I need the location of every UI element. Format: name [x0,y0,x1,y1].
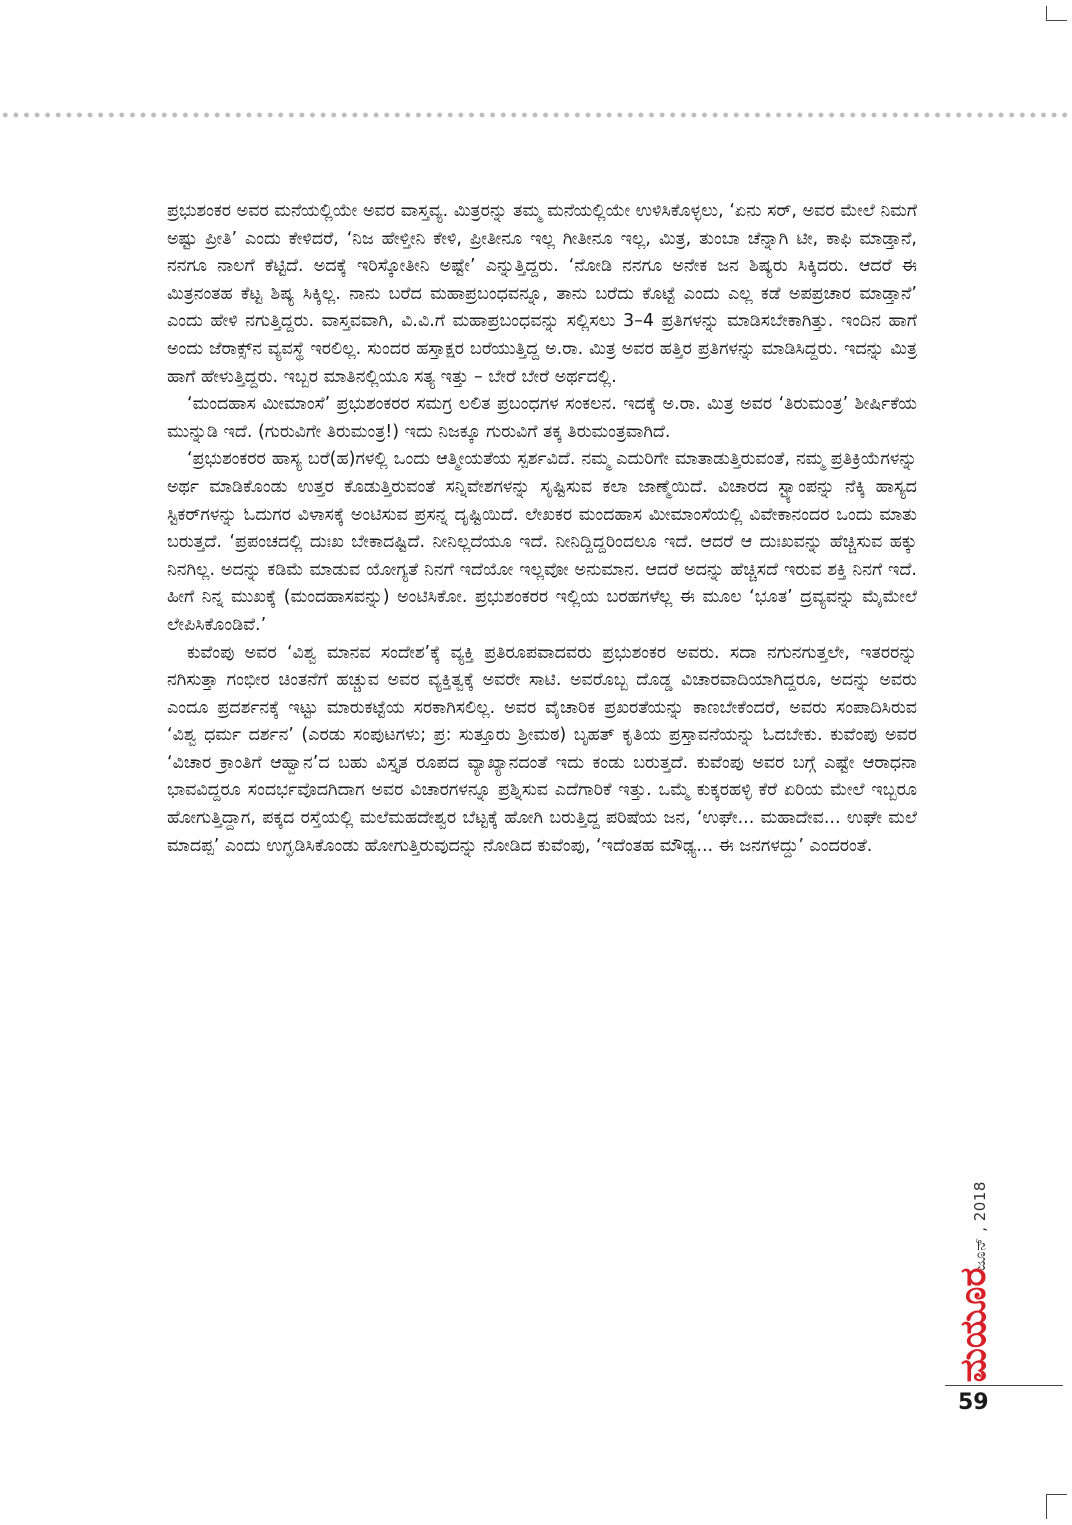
crop-mark-top-right [1046,6,1067,21]
magazine-logo [952,1267,996,1383]
issue-date [968,1181,992,1271]
crop-mark-bottom-right [1046,1494,1067,1519]
page-number: 59 [958,1390,989,1415]
magazine-logo-text: ಮಯೂರ [953,1267,994,1383]
paragraph: ಪ್ರಭುಶಂಕರ ಅವರ ಮನೆಯಲ್ಲಿಯೇ ಅವರ ವಾಸ್ತವ್ಯ. ಮಿತ್ರರನ್ನು ತಮ್ಮ ಮನೆಯಲ್ಲಿಯೇ ಉಳಿಸಿಕೊಳ್ಳಲು, ‘ಏನು ಸರ್, ಅವರ ಮೇಲೆ ನಿಮಗೆ ಅಷ್ಟು ಪ್ರೀತಿ’ ಎಂದು ಕೇಳಿದರೆ, ‘ನಿಜ ಹೇಳ್ತೀನಿ ಕೇಳಿ, ಪ್ರೀತೀನೂ ಇಲ್ಲ ಗೀತೀನೂ ಇಲ್ಲ, ಮಿತ್ರ, ತುಂಬಾ ಚೆನ್ನಾಗಿ ಟೀ, ಕಾಫಿ ಮಾಡ್ತಾನೆ, ನನಗೂ ನಾಲಗೆ ಕೆಟ್ಟಿದೆ. ಅದಕ್ಕೆ ಇರಿಸ್ಕೋತೀನಿ ಅಷ್ಟೇ’ ಎನ್ನುತ್ತಿದ್ದರು. ‘ನೋಡಿ ನನಗೂ ಅನೇಕ ಜನ ಶಿಷ್ಯರು ಸಿಕ್ಕಿದರು. ಆದರೆ ಈ ಮಿತ್ರನಂತಹ ಕೆಟ್ಟ ಶಿಷ್ಯ ಸಿಕ್ಕಿಲ್ಲ. ನಾನು ಬರೆದ ಮಹಾಪ್ರಬಂಧವನ್ನೂ, ತಾನು ಬರೆದು ಕೊಟ್ಟೆ ಎಂದು ಎಲ್ಲ ಕಡೆ ಅಪಪ್ರಚಾರ ಮಾಡ್ತಾನೆ’ ಎಂದು ಹೇಳಿ ನಗುತ್ತಿದ್ದರು. ವಾಸ್ತವವಾಗಿ, ವಿ.ವಿ.ಗೆ ಮಹಾಪ್ರಬಂಧವನ್ನು ಸಲ್ಲಿಸಲು 3–4 ಪ್ರತಿಗಳನ್ನು ಮಾಡಿಸಬೇಕಾಗಿತ್ತು. ಇಂದಿನ ಹಾಗೆ ಅಂದು ಜೆರಾಕ್ಸ್‌ನ ವ್ಯವಸ್ಥೆ ಇರಲಿಲ್ಲ. ಸುಂದರ ಹಸ್ತಾಕ್ಷರ ಬರೆಯುತ್ತಿದ್ದ ಅ.ರಾ. ಮಿತ್ರ ಅವರ ಹತ್ತಿರ ಪ್ರತಿಗಳನ್ನು ಮಾಡಿಸಿದ್ದರು. ಇದನ್ನು ಮಿತ್ರ ಹಾಗೆ ಹೇಳುತ್ತಿದ್ದರು. ಇಬ್ಬರ ಮಾತಿನಲ್ಲಿಯೂ ಸತ್ಯ ಇತ್ತು – ಬೇರೆ ಬೇರೆ ಅರ್ಥದಲ್ಲಿ. [167,201,917,387]
article-body [167,198,917,860]
issue-date-text: ಜೂನ್ , 2018 [971,1181,989,1271]
paragraph: ‘ಮಂದಹಾಸ ಮೀಮಾಂಸೆ’ ಪ್ರಭುಶಂಕರರ ಸಮಗ್ರ ಲಲಿತ ಪ್ರಬಂಧಗಳ ಸಂಕಲನ. ಇದಕ್ಕೆ ಅ.ರಾ. ಮಿತ್ರ ಅವರ ‘ತಿರುಮಂತ್ರ’ ಶೀರ್ಷಿಕೆಯ ಮುನ್ನುಡಿ ಇದೆ. (ಗುರುವಿಗೇ ತಿರುಮಂತ್ರ!) ಇದು ನಿಜಕ್ಕೂ ಗುರುವಿಗೆ ತಕ್ಕ ತಿರುಮಂತ್ರವಾಗಿದೆ. [167,394,917,442]
paragraph: ‘ಪ್ರಭುಶಂಕರರ ಹಾಸ್ಯ ಬರೆ(ಹ)ಗಳಲ್ಲಿ ಒಂದು ಆತ್ಮೀಯತೆಯ ಸ್ಪರ್ಶವಿದೆ. ನಮ್ಮ ಎದುರಿಗೇ ಮಾತಾಡುತ್ತಿರುವಂತೆ, ನಮ್ಮ ಪ್ರತಿಕ್ರಿಯೆಗಳನ್ನು ಅರ್ಥ ಮಾಡಿಕೊಂಡು ಉತ್ತರ ಕೊಡುತ್ತಿರುವಂತೆ ಸನ್ನಿವೇಶಗಳನ್ನು ಸೃಷ್ಟಿಸುವ ಕಲಾ ಜಾಣ್ಮೆಯಿದೆ. ವಿಚಾರದ ಸ್ಟ್ಯಾಂಪನ್ನು ನೆಕ್ಕಿ ಹಾಸ್ಯದ ಸ್ಟಿಕರ್‌ಗಳನ್ನು ಓದುಗರ ವಿಳಾಸಕ್ಕೆ ಅಂಟಿಸುವ ಪ್ರಸನ್ನ ದೃಷ್ಟಿಯಿದೆ. ಲೇಖಕರ ಮಂದಹಾಸ ಮೀಮಾಂಸೆಯಲ್ಲಿ ವಿವೇಕಾನಂದರ ಒಂದು ಮಾತು ಬರುತ್ತದೆ. ‘ಪ್ರಪಂಚದಲ್ಲಿ ದುಃಖ ಬೇಕಾದಷ್ಟಿದೆ. ನೀನಿಲ್ಲದೆಯೂ ಇದೆ. ನೀನಿದ್ದಿದ್ದರಿಂದಲೂ ಇದೆ. ಆದರೆ ಆ ದುಃಖವನ್ನು ಹೆಚ್ಚಿಸುವ ಹಕ್ಕು ನಿನಗಿಲ್ಲ. ಅದನ್ನು ಕಡಿಮೆ ಮಾಡುವ ಯೋಗ್ಯತೆ ನಿನಗೆ ಇದೆಯೋ ಇಲ್ಲವೋ ಅನುಮಾನ. ಆದರೆ ಅದನ್ನು ಹೆಚ್ಚಿಸದೆ ಇರುವ ಶಕ್ತಿ ನಿನಗೆ ಇದೆ. ಹೀಗೆ ನಿನ್ನ ಮುಖಕ್ಕೆ (ಮಂದಹಾಸವನ್ನು) ಅಂಟಿಸಿಕೋ. ಪ್ರಭುಶಂಕರರ ಇಲ್ಲಿಯ ಬರಹಗಳೆಲ್ಲ ಈ ಮೂಲ ‘ಭೂತ’ ದ್ರವ್ಯವನ್ನು ಮೈಮೇಲೆ ಲೇಪಿಸಿಕೊಂಡಿವೆ.’ [167,449,917,635]
dotted-header-rule [0,112,1072,118]
page-number-rule [945,1385,1063,1386]
paragraph: ಕುವೆಂಪು ಅವರ ‘ವಿಶ್ವ ಮಾನವ ಸಂದೇಶ’ಕ್ಕೆ ವ್ಯಕ್ತಿ ಪ್ರತಿರೂಪವಾದವರು ಪ್ರಭುಶಂಕರ ಅವರು. ಸದಾ ನಗುನಗುತ್ತಲೇ, ಇತರರನ್ನು ನಗಿಸುತ್ತಾ ಗಂಭೀರ ಚಿಂತನೆಗೆ ಹಚ್ಚುವ ಅವರ ವ್ಯಕ್ತಿತ್ವಕ್ಕೆ ಅವರೇ ಸಾಟಿ. ಅವರೊಬ್ಬ ದೊಡ್ಡ ವಿಚಾರವಾದಿಯಾಗಿದ್ದರೂ, ಅದನ್ನು ಅವರು ಎಂದೂ ಪ್ರದರ್ಶನಕ್ಕೆ ಇಟ್ಟು ಮಾರುಕಟ್ಟೆಯ ಸರಕಾಗಿಸಲಿಲ್ಲ. ಅವರ ವೈಚಾರಿಕ ಪ್ರಖರತೆಯನ್ನು ಕಾಣಬೇಕೆಂದರೆ, ಅವರು ಸಂಪಾದಿಸಿರುವ ‘ವಿಶ್ವ ಧರ್ಮ ದರ್ಶನ’ (ಎರಡು ಸಂಪುಟಗಳು; ಪ್ರ: ಸುತ್ತೂರು ಶ್ರೀಮಠ) ಬೃಹತ್ ಕೃತಿಯ ಪ್ರಸ್ತಾವನೆಯನ್ನು ಓದಬೇಕು. ಕುವೆಂಪು ಅವರ ‘ವಿಚಾರ ಕ್ರಾಂತಿಗೆ ಆಹ್ವಾನ’ದ ಬಹು ವಿಸ್ತೃತ ರೂಪದ ವ್ಯಾಖ್ಯಾನದಂತೆ ಇದು ಕಂಡು ಬರುತ್ತದೆ. ಕುವೆಂಪು ಅವರ ಬಗ್ಗೆ ಎಷ್ಟೇ ಆರಾಧನಾ ಭಾವವಿದ್ದರೂ ಸಂದರ್ಭವೊದಗಿದಾಗ ಅವರ ವಿಚಾರಗಳನ್ನೂ ಪ್ರಶ್ನಿಸುವ ಎದೆಗಾರಿಕೆ ಇತ್ತು. ಒಮ್ಮೆ ಕುಕ್ಕರಹಳ್ಳಿ ಕೆರೆ ಏರಿಯ ಮೇಲೆ ಇಬ್ಬರೂ ಹೋಗುತ್ತಿದ್ದಾಗ, ಪಕ್ಕದ ರಸ್ತೆಯಲ್ಲಿ ಮಲೆಮಹದೇಶ್ವರ ಬೆಟ್ಟಕ್ಕೆ ಹೋಗಿ ಬರುತ್ತಿದ್ದ ಪರಿಷೆಯ ಜನ, ‘ಉಘೇ... ಮಹಾದೇವ... ಉಘೇ ಮಲೆ ಮಾದಪ್ಪ’ ಎಂದು ಉಗ್ಘಡಿಸಿಕೊಂಡು ಹೋಗುತ್ತಿರುವುದನ್ನು ನೋಡಿದ ಕುವೆಂಪು, ‘ಇದೆಂತಹ ಮೌಢ್ಯ... ಈ ಜನಗಳದ್ದು’ ಎಂದರಂತೆ. [167,642,917,856]
